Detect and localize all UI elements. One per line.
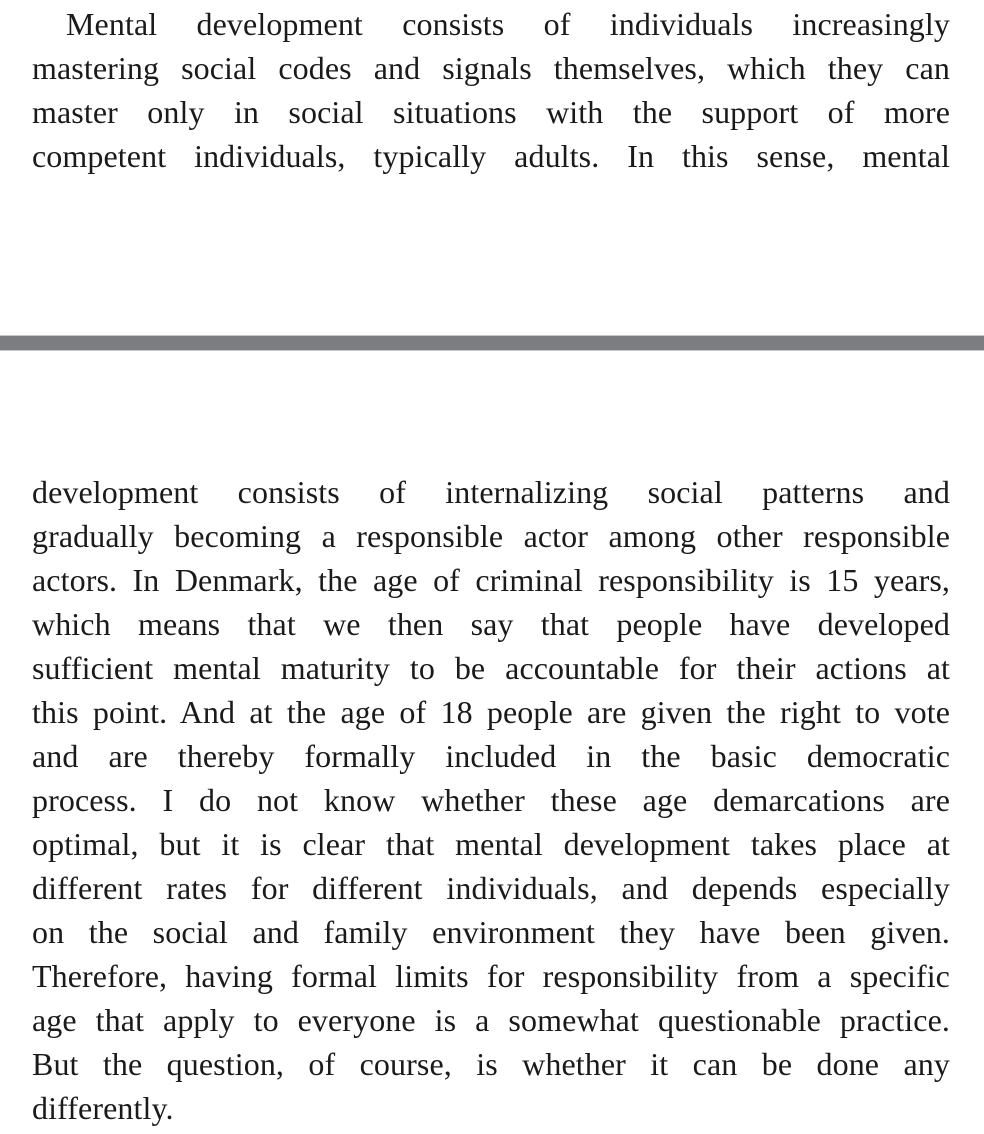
text-line: differently. <box>32 1090 174 1126</box>
text-line: on the social and family environment they have been given. <box>32 914 950 950</box>
text-line: Mental development consists of individuals increasingly <box>66 6 950 42</box>
text-line: actors. In Denmark, the age of criminal responsibility is 15 years, <box>32 562 950 598</box>
page-top <box>0 0 984 332</box>
page-bottom <box>0 352 984 1134</box>
text-line: sufficient mental maturity to be accountable for their actions at <box>32 650 950 686</box>
text-line: But the question, of course, is whether it can be done any <box>32 1046 950 1082</box>
text-line: development consists of internalizing social patterns and <box>32 474 950 510</box>
text-line: this point. And at the age of 18 people are given the right to vote <box>32 694 950 730</box>
text-line: master only in social situations with the support of more <box>32 94 950 130</box>
text-line: which means that we then say that people have developed <box>32 606 950 642</box>
text-line: and are thereby formally included in the basic democratic <box>32 738 950 774</box>
text-line: competent individuals, typically adults. In this sense, mental <box>32 138 950 174</box>
text-line: mastering social codes and signals themselves, which they can <box>32 50 950 86</box>
page-separator <box>0 332 984 352</box>
text-line: optimal, but it is clear that mental development takes place at <box>32 826 950 862</box>
paragraph-bottom <box>32 470 950 1130</box>
paragraph-top <box>32 2 950 178</box>
text-line: age that apply to everyone is a somewhat questionable practice. <box>32 1002 950 1038</box>
text-line: Therefore, having formal limits for responsibility from a specific <box>32 958 950 994</box>
text-line: process. I do not know whether these age demarcations are <box>32 782 950 818</box>
page-separator-bar <box>0 335 984 351</box>
text-line: gradually becoming a responsible actor among other responsible <box>32 518 950 554</box>
text-line: different rates for different individuals, and depends especially <box>32 870 950 906</box>
